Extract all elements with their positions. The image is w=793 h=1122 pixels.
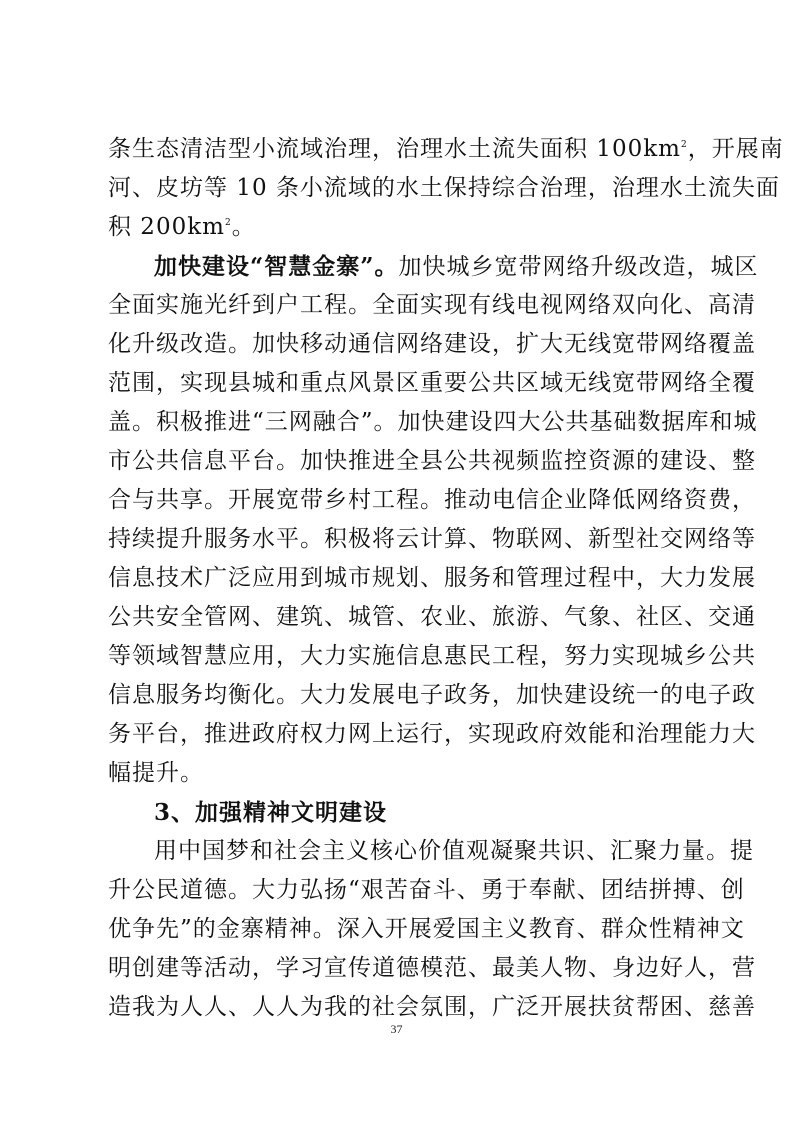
text-line (108, 216, 688, 239)
text-line (108, 136, 784, 162)
text-line: 公共安全管网、建筑、城管、农业、旅游、气象、社区、交通 (108, 604, 756, 630)
text-line: 全面实施光纤到户工程。全面实现有线电视网络双向化、高清 (108, 292, 756, 318)
superscript: 2 (224, 218, 232, 228)
text-span: 。 (231, 214, 256, 240)
text-line: 盖。积极推进“三网融合”。加快建设四大公共基础数据库和城 (108, 409, 758, 435)
text-line: 用中国梦和社会主义核心价值观凝聚共识、汇聚力量。提 (154, 838, 754, 864)
text-line: 信息技术广泛应用到城市规划、服务和管理过程中，大力发展 (108, 565, 756, 591)
text-line: 优争先”的金寨精神。深入开展爱国主义教育、群众性精神文 (108, 916, 745, 942)
section-heading: 3、加强精神文明建设 (154, 799, 388, 826)
text-line: 河、皮坊等 10 条小流域的水土保持综合治理，治理水土流失面 (108, 175, 780, 201)
text-span: 积 200km (108, 214, 225, 240)
text-line: 升公民道德。大力弘扬“艰苦奋斗、勇于奉献、团结拼搏、创 (108, 877, 745, 903)
text-span: 加快城乡宽带网络升级改造，城区 (398, 254, 759, 280)
document-body (108, 136, 784, 1035)
paragraph-heading: 加快建设“智慧金寨”。 (154, 253, 399, 280)
text-line: 务平台，推进政府权力网上运行，实现政府效能和治理能力大 (108, 721, 756, 747)
text-line: 持续提升服务水平。积极将云计算、物联网、新型社交网络等 (108, 526, 756, 552)
text-line: 明创建等活动，学习宣传道德模范、最美人物、身边好人，营 (108, 955, 756, 981)
text-line: 造我为人人、人人为我的社会氛围，广泛开展扶贫帮困、慈善 (108, 994, 756, 1020)
text-line: 化升级改造。加快移动通信网络建设，扩大无线宽带网络覆盖 (108, 331, 756, 357)
page-number: 37 (390, 1022, 403, 1036)
text-line: 幅提升。 (108, 760, 204, 786)
text-line: 范围，实现县城和重点风景区重要公共区域无线宽带网络全覆 (108, 370, 756, 396)
superscript: 2 (680, 140, 688, 150)
text-span: 条生态清洁型小流域治理，治理水土流失面积 100km (108, 136, 681, 162)
text-line (108, 253, 759, 280)
text-line: 等领域智慧应用，大力实施信息惠民工程，努力实现城乡公共 (108, 643, 756, 669)
text-line: 合与共享。开展宽带乡村工程。推动电信企业降低网络资费， (108, 487, 756, 513)
text-line: 信息服务均衡化。大力发展电子政务，加快建设统一的电子政 (108, 682, 756, 708)
text-span: ，开展南 (687, 136, 784, 162)
text-line: 市公共信息平台。加快推进全县公共视频监控资源的建设、整 (108, 448, 756, 474)
